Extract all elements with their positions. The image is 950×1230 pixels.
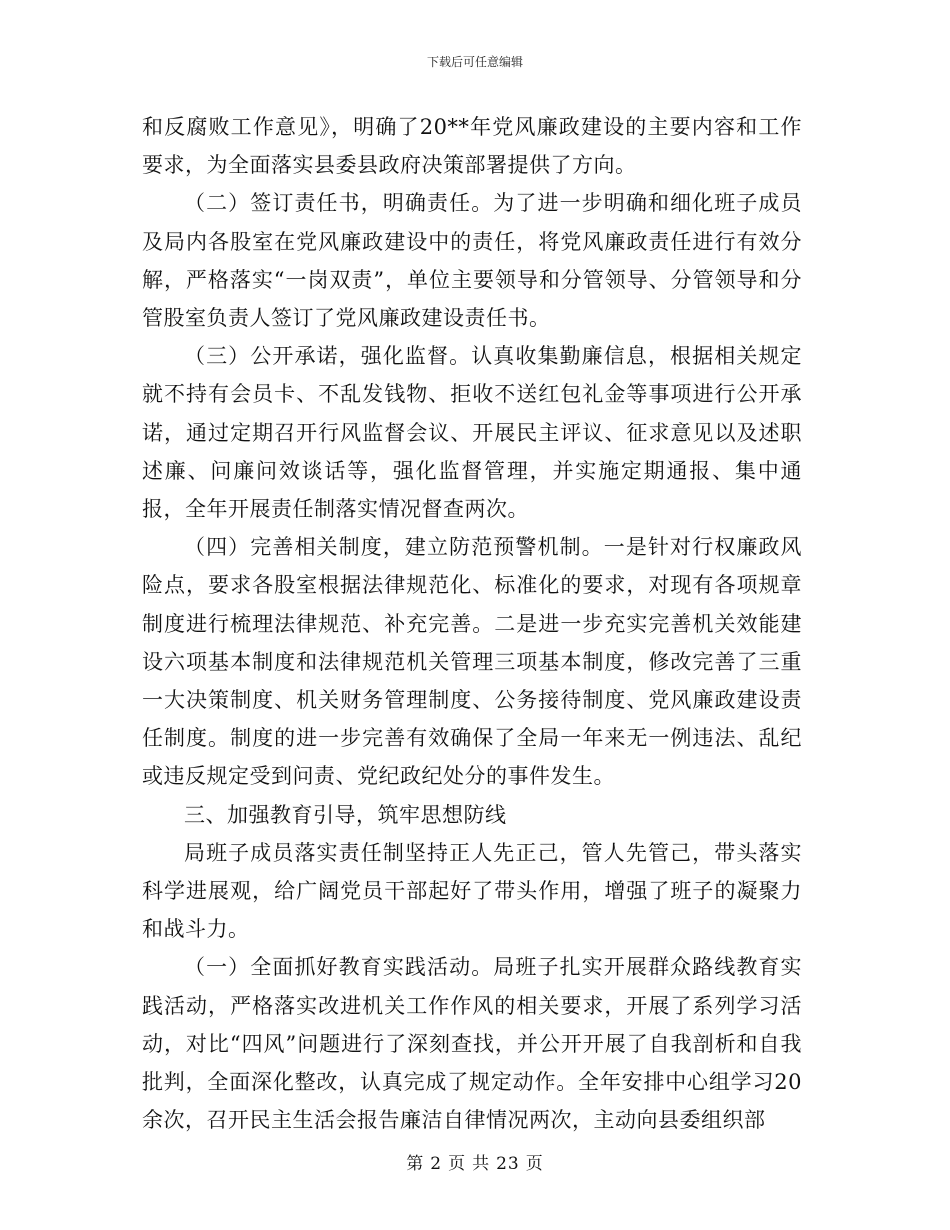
paragraph-continuation: 和反腐败工作意见》，明确了20**年党风廉政建设的主要内容和工作要求，为全面落实县委县政府决策部署提供了方向。 bbox=[142, 115, 802, 178]
page-header: 下载后可任意编辑 bbox=[426, 55, 523, 69]
paragraph-sign-responsibility: （二）签订责任书，明确责任。为了进一步明确和细化班子成员及局内各股室在党风廉政建设中的责任，将党风廉政责任进行有效分解，严格落实“一岗双责”，单位主要领导和分管领导、分管领导和分管股室负责人签订了党风廉政建设责任书。 bbox=[142, 191, 802, 331]
page-footer bbox=[0, 1153, 950, 1175]
footer-total-pages: 23 bbox=[496, 1154, 520, 1174]
paragraph-leadership: 局班子成员落实责任制坚持正人先正己，管人先管己，带头落实科学进展观，给广阔党员干部起好了带头作用，增强了班子的凝聚力和战斗力。 bbox=[142, 840, 802, 942]
document-body bbox=[142, 108, 802, 1139]
footer-suffix: 页 bbox=[525, 1154, 544, 1174]
footer-prefix: 第 bbox=[406, 1154, 425, 1174]
section-heading-education: 三、加强教育引导，筑牢思想防线 bbox=[184, 802, 507, 827]
paragraph-education-practice: （一）全面抓好教育实践活动。局班子扎实开展群众路线教育实践活动，严格落实改进机关工作作风的相关要求，开展了系列学习活动，对比“四风”问题进行了深刻查找，并公开开展了自我剖析和自我批判，全面深化整改，认真完成了规定动作。全年安排中心组学习20余次，召开民主生活会报告廉洁自律情况两次，主动向县委组织部 bbox=[142, 955, 802, 1133]
footer-page-word: 页 bbox=[448, 1154, 467, 1174]
footer-current-page: 2 bbox=[430, 1154, 443, 1174]
paragraph-improve-systems: （四）完善相关制度，建立防范预警机制。一是针对行权廉政风险点，要求各股室根据法律规范化、标准化的要求，对现有各项规章制度进行梳理法律规范、补充完善。二是进一步充实完善机关效能建设六项基本制度和法律规范机关管理三项基本制度，修改完善了三重一大决策制度、机关财务管理制度、公务接待制度、党风廉政建设责任制度。制度的进一步完善有效确保了全局一年来无一例违法、乱纪或违反规定受到问责、党纪政纪处分的事件发生。 bbox=[142, 535, 802, 789]
paragraph-public-commitment: （三）公开承诺，强化监督。认真收集勤廉信息，根据相关规定就不持有会员卡、不乱发钱物、拒收不送红包礼金等事项进行公开承诺，通过定期召开行风监督会议、开展民主评议、征求意见以及述职述廉、问廉问效谈话等，强化监督管理，并实施定期通报、集中通报，全年开展责任制落实情况督查两次。 bbox=[142, 344, 802, 522]
footer-total-word: 共 bbox=[472, 1154, 491, 1174]
